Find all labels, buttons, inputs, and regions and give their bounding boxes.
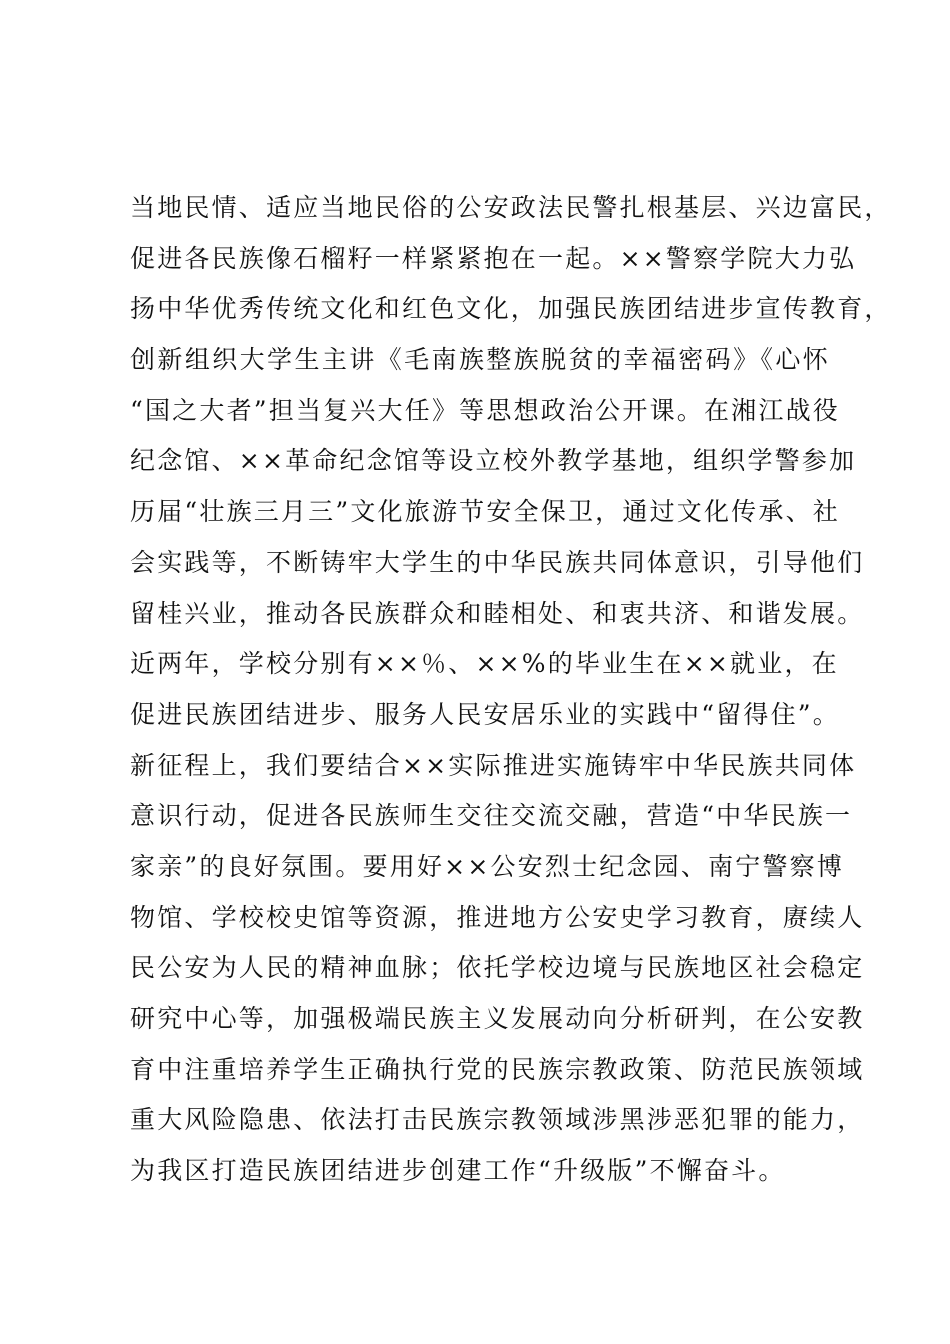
text-line: 扬中华优秀传统文化和红色文化，加强民族团结进步宣传教育， xyxy=(130,294,892,324)
text-line: “国之大者”担当复兴大任》等思想政治公开课。在湘江战役 xyxy=(130,395,840,425)
text-line: 物馆、学校校史馆等资源，推进地方公安史学习教育，赓续人 xyxy=(130,902,865,932)
text-line-last: 为我区打造民族团结进步创建工作“升级版”不懈奋斗。 xyxy=(130,1156,786,1186)
text-line: 当地民情、适应当地民俗的公安政法民警扎根基层、兴边富民， xyxy=(130,193,892,222)
text-line: 育中注重培养学生正确执行党的民族宗教政策、防范民族领域 xyxy=(130,1054,865,1084)
text-line: 近两年，学校分别有××％、××%的毕业生在××就业，在 xyxy=(130,649,839,679)
text-line: 新征程上，我们要结合××实际推进实施铸牢中华民族共同体 xyxy=(130,750,857,780)
text-line: 促进民族团结进步、服务人民安居乐业的实践中“留得住”。 xyxy=(130,699,840,729)
text-line: 促进各民族像石榴籽一样紧紧抱在一起。××警察学院大力弘 xyxy=(130,243,857,273)
text-line: 历届“壮族三月三”文化旅游节安全保卫，通过文化传承、社 xyxy=(130,497,840,527)
body-text xyxy=(130,183,892,1197)
text-line: 留桂兴业，推动各民族群众和睦相处、和衷共济、和谐发展。 xyxy=(130,598,865,628)
text-line: 纪念馆、××革命纪念馆等设立校外教学基地，组织学警参加 xyxy=(130,446,857,476)
text-line: 家亲”的良好氛围。要用好××公安烈士纪念园、南宁警察博 xyxy=(130,851,845,881)
text-line: 会实践等，不断铸牢大学生的中华民族共同体意识，引导他们 xyxy=(130,547,865,577)
text-line: 研究中心等，加强极端民族主义发展动向分析研判，在公安教 xyxy=(130,1004,865,1033)
text-line: 民公安为人民的精神血脉；依托学校边境与民族地区社会稳定 xyxy=(130,953,865,983)
text-line: 创新组织大学生主讲《毛南族整族脱贫的幸福密码》《心怀 xyxy=(130,345,830,375)
text-line: 重大风险隐患、依法打击民族宗教领域涉黑涉恶犯罪的能力， xyxy=(130,1105,865,1135)
text-line: 意识行动，促进各民族师生交往交流交融，营造“中华民族一 xyxy=(130,801,853,831)
